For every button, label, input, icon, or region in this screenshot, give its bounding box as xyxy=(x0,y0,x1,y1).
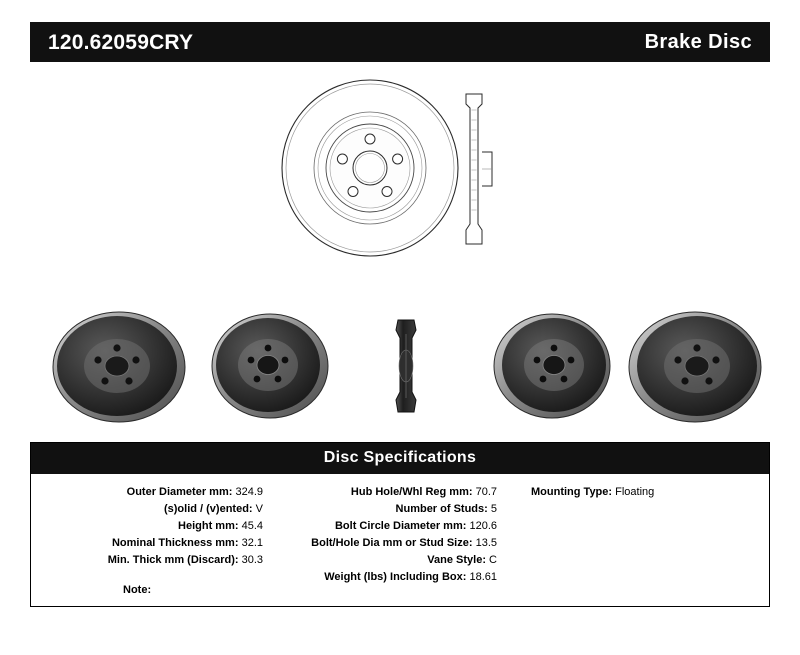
spec-row-outer-diameter xyxy=(31,484,263,501)
spec-row-bolt-circle-diameter xyxy=(271,518,497,535)
spec-value: 13.5 xyxy=(475,537,497,549)
spec-label: Nominal Thickness mm: xyxy=(111,537,239,549)
drawing-area xyxy=(0,62,800,440)
spec-column-middle xyxy=(271,484,497,586)
spec-row-weight xyxy=(271,569,497,586)
spec-row-solid-vented xyxy=(31,501,263,518)
spec-value: 30.3 xyxy=(241,554,263,566)
note-label: Note: xyxy=(123,584,152,596)
specifications-title: Disc Specifications xyxy=(31,443,769,474)
brake-disc-views-svg xyxy=(20,302,780,432)
spec-label: Min. Thick mm (Discard): xyxy=(107,554,239,566)
spec-value: V xyxy=(255,503,263,515)
title-bar xyxy=(30,22,770,62)
spec-value: C xyxy=(489,554,497,566)
spec-column-right xyxy=(531,484,761,501)
spec-label: Outer Diameter mm: xyxy=(126,486,233,498)
spec-value: 32.1 xyxy=(241,537,263,549)
spec-label: Height mm: xyxy=(178,520,239,532)
spec-value: 18.61 xyxy=(469,571,497,583)
spec-row-mounting-type xyxy=(531,484,761,501)
spec-row-min-thickness xyxy=(31,552,263,569)
brake-disc-cross-section-group xyxy=(466,94,492,244)
disc-view-1 xyxy=(53,312,185,422)
spec-label: Bolt Circle Diameter mm: xyxy=(334,520,467,532)
disc-view-5 xyxy=(629,312,761,422)
disc-view-3 xyxy=(396,320,416,412)
spec-row-number-of-studs xyxy=(271,501,497,518)
spec-label: Bolt/Hole Dia mm or Stud Size: xyxy=(311,537,473,549)
part-number: 120.62059CRY xyxy=(48,30,194,54)
spec-label: Hub Hole/Whl Reg mm: xyxy=(350,486,473,498)
note-row xyxy=(123,584,151,596)
document-type-label: Brake Disc xyxy=(644,31,752,53)
spec-row-bolt-hole-dia xyxy=(271,535,497,552)
spec-value: 70.7 xyxy=(475,486,497,498)
disc-view-4 xyxy=(494,314,610,418)
spec-label: Mounting Type: xyxy=(531,486,613,498)
specifications-body xyxy=(31,474,769,606)
spec-value: 5 xyxy=(490,503,497,515)
disc-specifications-panel xyxy=(30,442,770,607)
spec-value: 120.6 xyxy=(469,520,497,532)
bottom-drawing-row xyxy=(20,302,780,432)
disc-view-2 xyxy=(212,314,328,418)
spec-value: 324.9 xyxy=(235,486,263,498)
spec-value: 45.4 xyxy=(241,520,263,532)
spec-column-left xyxy=(31,484,263,569)
spec-label: Weight (lbs) Including Box: xyxy=(324,571,467,583)
spec-label: Number of Studs: xyxy=(395,503,488,515)
spec-row-nominal-thickness xyxy=(31,535,263,552)
spec-row-vane-style xyxy=(271,552,497,569)
spec-label: Vane Style: xyxy=(427,554,486,566)
spec-value: Floating xyxy=(615,486,655,498)
spec-row-hub-hole xyxy=(271,484,497,501)
top-drawing-row xyxy=(270,74,550,274)
spec-row-height xyxy=(31,518,263,535)
brake-disc-front-face-view-svg xyxy=(270,74,550,274)
spec-label: (s)olid / (v)ented: xyxy=(163,503,253,515)
